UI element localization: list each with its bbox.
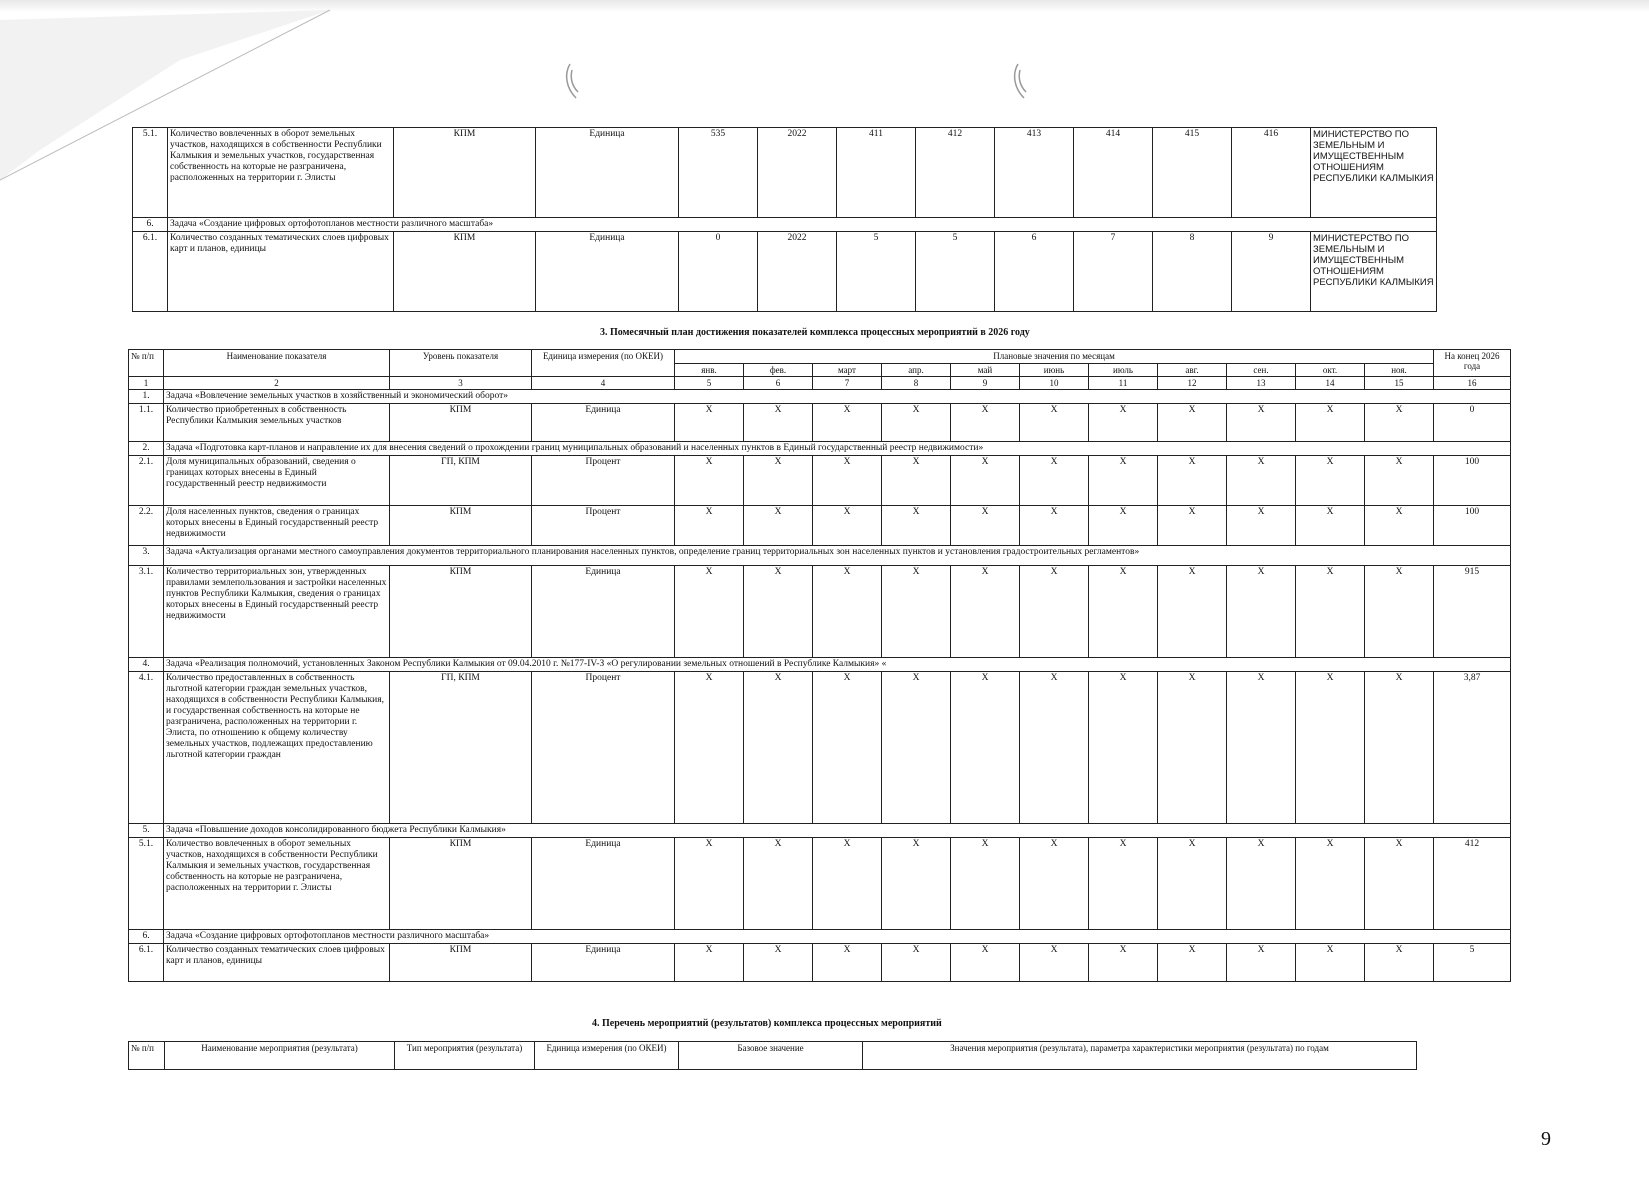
month-value: Х (1089, 944, 1158, 982)
month-value: Х (1365, 944, 1434, 982)
indicator-num: 5.1. (129, 838, 164, 930)
indicator-name: Доля муниципальных образований, сведения о границах которых внесены в Единый государственный реестр недвижимости (164, 456, 390, 506)
month-header: фев. (744, 364, 813, 377)
column-number: 2 (164, 377, 390, 390)
indicator-num: 2.1. (129, 456, 164, 506)
month-value: Х (813, 566, 882, 658)
year-end-value: 915 (1434, 566, 1511, 658)
indicator-row (129, 506, 1511, 546)
indicator-row (129, 456, 1511, 506)
month-header: апр. (882, 364, 951, 377)
month-value: Х (675, 672, 744, 824)
month-value: Х (813, 506, 882, 546)
indicator-name: Количество вовлеченных в оборот земельных участков, находящихся в собственности Республики Калмыкия и земельных участков, государственная собственность на которые не разграничена, расположенных на территории г. Элисты (168, 128, 394, 218)
month-value: Х (744, 506, 813, 546)
column-number: 4 (532, 377, 675, 390)
indicator-name: Доля населенных пунктов, сведения о границах которых внесены в Единый государственный реестр недвижимости (164, 506, 390, 546)
task-num: 6. (133, 218, 168, 232)
month-value: Х (813, 672, 882, 824)
column-number: 12 (1158, 377, 1227, 390)
month-value: Х (1020, 506, 1089, 546)
month-value: Х (744, 456, 813, 506)
indicator-level: КПМ (390, 944, 532, 982)
month-header: авг. (1158, 364, 1227, 377)
indicator-level: КПМ (390, 838, 532, 930)
task-num: 5. (129, 824, 164, 838)
indicator-row (133, 128, 1437, 218)
month-value: Х (1365, 456, 1434, 506)
month-value: Х (1158, 456, 1227, 506)
month-value: Х (1089, 506, 1158, 546)
header-num: № п/п (129, 350, 164, 377)
month-value: Х (744, 404, 813, 442)
month-value: Х (1158, 838, 1227, 930)
section3-title: 3. Помесячный план достижения показателей комплекса процессных мероприятий в 2026 году (600, 327, 1030, 338)
indicators-table-continued (132, 127, 1437, 312)
month-value: Х (813, 838, 882, 930)
month-header: июнь (1020, 364, 1089, 377)
indicator-unit: Процент (532, 456, 675, 506)
column-number: 8 (882, 377, 951, 390)
column-number: 11 (1089, 377, 1158, 390)
measures-header-base: Базовое значение (679, 1042, 863, 1070)
responsible-ministry: МИНИСТЕРСТВО ПО ЗЕМЕЛЬНЫМ И ИМУЩЕСТВЕННЫМ ОТНОШЕНИЯМ РЕСПУБЛИКИ КАЛМЫКИЯ (1311, 232, 1437, 312)
section4-title: 4. Перечень мероприятий (результатов) комплекса процессных мероприятий (592, 1018, 942, 1029)
measures-header-type: Тип мероприятия (результата) (395, 1042, 535, 1070)
column-number: 15 (1365, 377, 1434, 390)
column-number: 16 (1434, 377, 1511, 390)
month-header: янв. (675, 364, 744, 377)
month-value: Х (813, 944, 882, 982)
indicator-unit: Единица (532, 838, 675, 930)
month-value: Х (675, 506, 744, 546)
indicator-name: Количество созданных тематических слоев цифровых карт и планов, единицы (164, 944, 390, 982)
month-value: Х (1296, 404, 1365, 442)
year-value: 412 (916, 128, 995, 218)
task-text: Задача «Реализация полномочий, установленных Законом Республики Калмыкия от 09.04.2010 г. №177-IV-З «О регулировании земельных отношений в Республике Калмыкия» « (164, 658, 1511, 672)
task-text: Задача «Создание цифровых ортофотопланов местности различного масштаба» (164, 930, 1511, 944)
indicator-unit: Единица (536, 232, 679, 312)
indicator-row (129, 944, 1511, 982)
month-value: Х (1365, 672, 1434, 824)
task-num: 1. (129, 390, 164, 404)
measures-header-num: № п/п (129, 1042, 165, 1070)
month-value: Х (1296, 456, 1365, 506)
indicator-level: КПМ (394, 232, 536, 312)
base-year: 2022 (758, 232, 837, 312)
month-value: Х (744, 838, 813, 930)
month-value: Х (1296, 838, 1365, 930)
column-number: 3 (390, 377, 532, 390)
year-end-value: 3,87 (1434, 672, 1511, 824)
indicator-name: Количество созданных тематических слоев цифровых карт и планов, единицы (168, 232, 394, 312)
month-header: май (951, 364, 1020, 377)
task-num: 6. (129, 930, 164, 944)
indicator-num: 6.1. (133, 232, 168, 312)
month-value: Х (675, 944, 744, 982)
month-value: Х (1020, 672, 1089, 824)
column-number: 10 (1020, 377, 1089, 390)
month-header: сен. (1227, 364, 1296, 377)
indicator-row (129, 404, 1511, 442)
month-value: Х (675, 566, 744, 658)
month-value: Х (951, 566, 1020, 658)
year-value: 413 (995, 128, 1074, 218)
indicator-row (129, 838, 1511, 930)
header-unit: Единица измерения (по ОКЕИ) (532, 350, 675, 377)
month-value: Х (744, 944, 813, 982)
indicator-unit: Единица (532, 566, 675, 658)
month-value: Х (1089, 838, 1158, 930)
month-value: Х (1158, 944, 1227, 982)
month-value: Х (882, 456, 951, 506)
month-value: Х (1020, 404, 1089, 442)
column-number: 9 (951, 377, 1020, 390)
task-text: Задача «Актуализация органами местного самоуправления документов территориального планирования населенных пунктов, определение границ территориальных зон населенных пунктов и установления градостроительных регламентов» (164, 546, 1511, 566)
month-value: Х (1296, 566, 1365, 658)
month-value: Х (1089, 404, 1158, 442)
month-value: Х (1227, 944, 1296, 982)
column-number: 14 (1296, 377, 1365, 390)
year-value: 414 (1074, 128, 1153, 218)
indicator-level: КПМ (390, 404, 532, 442)
indicator-num: 2.2. (129, 506, 164, 546)
month-value: Х (1158, 566, 1227, 658)
page-number: 9 (1541, 1128, 1551, 1150)
task-row (129, 442, 1511, 456)
indicator-unit: Единица (536, 128, 679, 218)
month-value: Х (882, 404, 951, 442)
monthly-plan-table (128, 349, 1511, 982)
column-number: 7 (813, 377, 882, 390)
task-row (129, 824, 1511, 838)
task-text: Задача «Вовлечение земельных участков в хозяйственный и экономический оборот» (164, 390, 1511, 404)
indicator-row (133, 232, 1437, 312)
month-value: Х (1365, 506, 1434, 546)
month-value: Х (675, 456, 744, 506)
month-value: Х (882, 672, 951, 824)
month-value: Х (882, 838, 951, 930)
month-value: Х (1296, 944, 1365, 982)
emblem-mark-icon (1010, 62, 1034, 102)
month-value: Х (813, 456, 882, 506)
year-value: 9 (1232, 232, 1311, 312)
indicator-unit: Процент (532, 672, 675, 824)
month-value: Х (1227, 838, 1296, 930)
task-row (129, 546, 1511, 566)
month-value: Х (1227, 566, 1296, 658)
month-value: Х (1227, 506, 1296, 546)
month-value: Х (951, 456, 1020, 506)
indicator-name: Количество вовлеченных в оборот земельных участков, находящихся в собственности Республики Калмыкия и земельных участков, государственная собственность на которые не разграничена, расположенных на территории г. Элисты (164, 838, 390, 930)
month-value: Х (1296, 506, 1365, 546)
year-value: 415 (1153, 128, 1232, 218)
indicator-row (129, 672, 1511, 824)
year-end-value: 100 (1434, 456, 1511, 506)
month-value: Х (1020, 838, 1089, 930)
year-value: 5 (916, 232, 995, 312)
task-row (133, 218, 1437, 232)
column-number: 5 (675, 377, 744, 390)
month-value: Х (1227, 404, 1296, 442)
month-value: Х (951, 672, 1020, 824)
month-value: Х (1227, 456, 1296, 506)
month-value: Х (882, 506, 951, 546)
year-end-value: 0 (1434, 404, 1511, 442)
indicator-name: Количество приобретенных в собственность Республики Калмыкия земельных участков (164, 404, 390, 442)
base-value: 0 (679, 232, 758, 312)
indicator-num: 4.1. (129, 672, 164, 824)
month-value: Х (951, 506, 1020, 546)
measures-header-values: Значения мероприятия (результата), параметра характеристики мероприятия (результата) по годам (863, 1042, 1417, 1070)
measures-table (128, 1041, 1417, 1070)
year-value: 5 (837, 232, 916, 312)
month-value: Х (1365, 566, 1434, 658)
month-value: Х (675, 404, 744, 442)
month-value: Х (951, 404, 1020, 442)
indicator-unit: Процент (532, 506, 675, 546)
month-value: Х (882, 566, 951, 658)
month-value: Х (1020, 456, 1089, 506)
month-value: Х (744, 566, 813, 658)
task-num: 4. (129, 658, 164, 672)
column-number: 13 (1227, 377, 1296, 390)
column-number: 6 (744, 377, 813, 390)
month-value: Х (1296, 672, 1365, 824)
task-num: 2. (129, 442, 164, 456)
month-value: Х (951, 838, 1020, 930)
indicator-level: ГП, КПМ (390, 672, 532, 824)
measures-header-unit: Единица измерения (по ОКЕИ) (535, 1042, 679, 1070)
task-row (129, 658, 1511, 672)
responsible-ministry: МИНИСТЕРСТВО ПО ЗЕМЕЛЬНЫМ И ИМУЩЕСТВЕННЫМ ОТНОШЕНИЯМ РЕСПУБЛИКИ КАЛМЫКИЯ (1311, 128, 1437, 218)
base-year: 2022 (758, 128, 837, 218)
base-value: 535 (679, 128, 758, 218)
year-end-value: 100 (1434, 506, 1511, 546)
indicator-name: Количество предоставленных в собственность льготной категории граждан земельных участков, находящихся в собственности Республики Калмыкия, и государственная собственность на которые не разграничена, расположенных на территории г. Элиста, по отношению к общему количеству земельных участков, подлежащих предоставлению льготной категории граждан (164, 672, 390, 824)
task-text: Задача «Создание цифровых ортофотопланов местности различного масштаба» (168, 218, 1437, 232)
month-value: Х (1089, 566, 1158, 658)
header-level: Уровень показателя (390, 350, 532, 377)
indicator-row (129, 566, 1511, 658)
month-header: март (813, 364, 882, 377)
indicator-unit: Единица (532, 944, 675, 982)
month-value: Х (813, 404, 882, 442)
month-value: Х (675, 838, 744, 930)
month-value: Х (1158, 672, 1227, 824)
month-value: Х (1365, 838, 1434, 930)
year-value: 416 (1232, 128, 1311, 218)
month-value: Х (1365, 404, 1434, 442)
emblem-mark-icon (562, 62, 586, 102)
task-row (129, 930, 1511, 944)
indicator-num: 5.1. (133, 128, 168, 218)
month-value: Х (1227, 672, 1296, 824)
indicator-unit: Единица (532, 404, 675, 442)
month-value: Х (951, 944, 1020, 982)
month-value: Х (1158, 404, 1227, 442)
task-text: Задача «Подготовка карт-планов и направление их для внесения сведений о прохождении границ муниципальных образований и населенных пунктов в Единый государственный реестр недвижимости» (164, 442, 1511, 456)
month-value: Х (1089, 672, 1158, 824)
measures-header-name: Наименование мероприятия (результата) (165, 1042, 395, 1070)
year-value: 6 (995, 232, 1074, 312)
indicator-num: 6.1. (129, 944, 164, 982)
task-text: Задача «Повышение доходов консолидированного бюджета Республики Калмыкия» (164, 824, 1511, 838)
indicator-level: ГП, КПМ (390, 456, 532, 506)
indicator-level: КПМ (390, 566, 532, 658)
task-num: 3. (129, 546, 164, 566)
month-value: Х (1089, 456, 1158, 506)
column-number: 1 (129, 377, 164, 390)
year-value: 8 (1153, 232, 1232, 312)
month-header: июль (1089, 364, 1158, 377)
month-value: Х (1020, 566, 1089, 658)
month-header: окт. (1296, 364, 1365, 377)
task-row (129, 390, 1511, 404)
month-value: Х (744, 672, 813, 824)
header-plan: Плановые значения по месяцам (675, 350, 1434, 364)
year-value: 7 (1074, 232, 1153, 312)
indicator-num: 1.1. (129, 404, 164, 442)
indicator-name: Количество территориальных зон, утвержденных правилами землепользования и застройки населенных пунктов Республики Калмыкия, сведения о границах которых внесены в Единый государственный реестр недвижимости (164, 566, 390, 658)
year-end-value: 412 (1434, 838, 1511, 930)
year-end-value: 5 (1434, 944, 1511, 982)
month-value: Х (1158, 506, 1227, 546)
indicator-num: 3.1. (129, 566, 164, 658)
indicator-level: КПМ (394, 128, 536, 218)
month-header: ноя. (1365, 364, 1434, 377)
year-value: 411 (837, 128, 916, 218)
month-value: Х (882, 944, 951, 982)
month-value: Х (1020, 944, 1089, 982)
indicator-level: КПМ (390, 506, 532, 546)
header-end: На конец 2026 года (1434, 350, 1511, 377)
header-name: Наименование показателя (164, 350, 390, 377)
